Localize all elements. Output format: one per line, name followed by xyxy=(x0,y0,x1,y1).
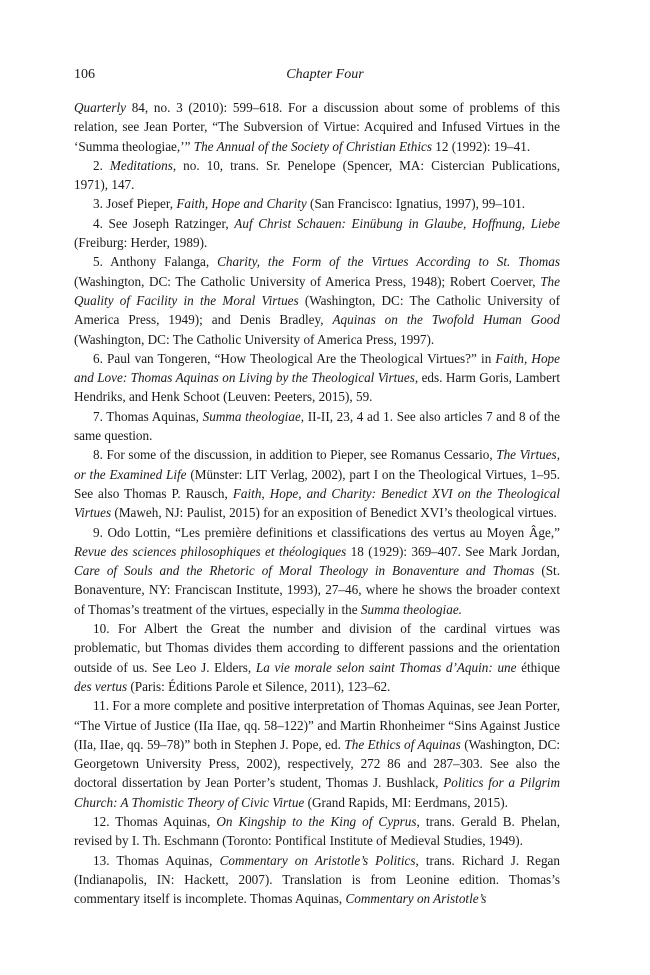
endnote xyxy=(74,156,560,195)
endnote xyxy=(74,619,560,696)
italic-text: The Ethics of Aquinas xyxy=(344,736,461,752)
running-head xyxy=(74,67,576,87)
note-text: , no. 10, trans. Sr. Penelope (Spencer, MA: Cistercian Publications, 1971), 147. xyxy=(74,157,561,193)
note-text: (San Francisco: Ignatius, 1997), 99–101. xyxy=(306,196,526,212)
italic-text: Faith, Hope and Charity xyxy=(176,196,307,212)
endnote xyxy=(74,851,560,909)
note-text: éthique xyxy=(516,659,560,675)
endnote xyxy=(74,349,560,407)
note-text: , II-II, 23, 4 ad 1. See also articles 7 and 8 of the same question. xyxy=(74,408,560,444)
note-text: (Washington, DC: The Catholic University of America Press, 1949); and Denis Bradley, xyxy=(74,292,561,328)
note-text: 10. For Albert the Great the number and division of the cardinal virtues was problematic, but Thomas divides them according to different passions and the orientation outside of us. See Leo J. Elders, xyxy=(74,621,560,675)
note-text: 12. Thomas Aquinas, xyxy=(93,813,217,829)
italic-text: La vie morale selon saint Thomas d’Aquin: une xyxy=(255,659,517,675)
note-text: 6. Paul van Tongeren, “How Theological Are the Theological Virtues?” in xyxy=(93,350,496,366)
note-text: 13. Thomas Aquinas, xyxy=(93,852,220,868)
note-text: (Münster: LIT Verlag, 2002), part I on the Theological Virtues, 1–95. See also Thomas P. Rausch, xyxy=(74,466,560,501)
note-text: (Washington, DC: Georgetown University Press, 2002), respectively, 272 86 and 287–303. See also the doctoral dissertation by Jean Porter’s student, Thomas J. Bushlack, xyxy=(74,736,561,791)
note-text: (Paris: Éditions Parole et Silence, 2011), 123–62. xyxy=(127,678,391,694)
note-text: (Washington, DC: The Catholic University of America Press, 1997). xyxy=(74,331,435,347)
note-text: (St. Bonaventure, NY: Franciscan Institute, 1993), 27–46, where he shows the broader context of Thomas’s treatment of the virtues, especially in the xyxy=(74,563,561,617)
note-text: 3. Josef Pieper, xyxy=(93,196,177,212)
note-text: (Washington, DC: The Catholic University of America Press, 1948); Robert Coerver, xyxy=(74,273,541,289)
page-number: 106 xyxy=(74,67,95,82)
italic-text: Auf Christ Schauen: Einübung in Glaube, Hoffnung, Liebe xyxy=(234,215,560,231)
italic-text: Commentary on Aristotle’s xyxy=(345,891,487,907)
italic-text: On Kingship to the King of Cyprus xyxy=(216,813,417,829)
note-text: 9. Odo Lottin, “Les première definitions et classifications des vertus au Moyen Âge,” xyxy=(93,524,560,540)
note-text: (Grand Rapids, MI: Eerdmans, 2015). xyxy=(304,794,508,810)
note-text: , trans. Gerald B. Phelan, revised by I. Th. Eschmann (Toronto: Pontifical Institute of Medieval Studies, 1949). xyxy=(74,813,561,849)
italic-text: Aquinas on the Twofold Human Good xyxy=(332,312,560,328)
note-text: (Freiburg: Herder, 1989). xyxy=(74,235,208,251)
endnote xyxy=(74,194,560,213)
endnotes-list xyxy=(74,98,560,908)
note-text: 2. xyxy=(93,157,110,173)
note-text: , eds. Harm Goris, Lambert Hendriks, and Henk Schoot (Leuven: Peeters, 2015), 59. xyxy=(74,370,560,405)
note-text: 84, no. 3 (2010): 599–618. For a discussion about some of problems of this relation, see Jean Porter, “The Subversion of Virtue: Acquired and Infused Virtues in the ‘Summa theologiae,’” xyxy=(74,100,560,154)
italic-text: Revue des sciences philosophiques et théologiques xyxy=(74,543,347,559)
italic-text: Commentary on Aristotle’s Politics xyxy=(219,852,416,868)
italic-text: Meditations xyxy=(109,157,173,173)
note-text: 7. Thomas Aquinas, xyxy=(93,408,203,424)
italic-text: Charity, the Form of the Virtues According to St. Thomas xyxy=(217,254,560,270)
endnote xyxy=(74,523,560,619)
italic-text: des vertus xyxy=(74,678,128,694)
chapter-title: Chapter Four xyxy=(286,67,364,82)
endnote-continuation xyxy=(74,98,560,156)
note-text: 4. See Joseph Ratzinger, xyxy=(93,215,235,231)
italic-text: The Annual of the Society of Christian Ethics xyxy=(193,138,432,154)
note-text: 5. Anthony Falanga, xyxy=(93,254,218,270)
italic-text: Summa theologiae. xyxy=(360,601,462,617)
note-text: 12 (1992): 19–41. xyxy=(431,138,531,154)
note-text: , trans. Richard J. Regan (Indianapolis, IN: Hackett, 2007). Translation is from Leonine edition. Thomas’s commentary itself is incomplete. Thomas Aquinas, xyxy=(74,852,560,907)
italic-text: Summa theologiae xyxy=(202,408,301,424)
endnote xyxy=(74,214,560,253)
endnote xyxy=(74,252,560,348)
italic-text: Faith, Hope and Love: Thomas Aquinas on Living by the Theological Virtues xyxy=(74,350,560,386)
italic-text: The Quality of Facility in the Moral Virtues xyxy=(74,273,560,308)
italic-text: Politics for a Pilgrim Church: A Thomistic Theory of Civic Virtue xyxy=(74,775,560,810)
note-text: (Maweh, NJ: Paulist, 2015) for an exposition of Benedict XVI’s theological virtues. xyxy=(111,505,557,521)
italic-text: Faith, Hope, and Charity: Benedict XVI on the Theological Virtues xyxy=(74,485,560,521)
note-text: 8. For some of the discussion, in addition to Pieper, see Romanus Cessario, xyxy=(93,447,497,463)
note-text: 18 (1929): 369–407. See Mark Jordan, xyxy=(346,543,560,559)
italic-text: Care of Souls and the Rhetoric of Moral Theology in Bonaventure and Thomas xyxy=(74,563,535,579)
italic-text: The Virtues, or the Examined Life xyxy=(74,447,560,482)
note-text: 11. For a more complete and positive interpretation of Thomas Aquinas, see Jean Porter, “The Virtue of Justice (IIa IIae, qq. 58–122)” and Martin Rhonheimer “Sins Against Justice (IIa, IIae, qq. 59–78)” both in Stephen J. Pope, ed. xyxy=(74,698,560,752)
endnote xyxy=(74,445,560,522)
italic-text: Quarterly xyxy=(74,100,127,115)
endnote xyxy=(74,812,560,851)
endnote xyxy=(74,407,560,446)
endnote xyxy=(74,696,560,812)
